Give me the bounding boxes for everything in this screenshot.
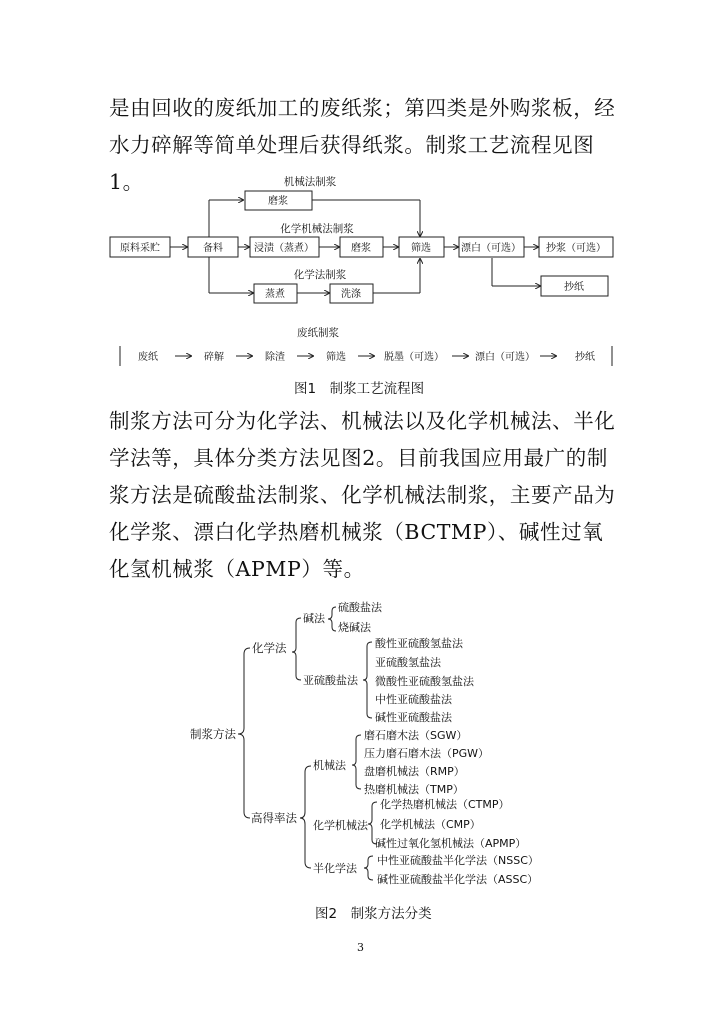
figure-2-caption: 图2 制浆方法分类 [315,906,432,922]
alkali-item-2: 烧碱法 [338,621,371,634]
paragraph-2: 制浆方法可分为化学法、机械法以及化学机械法、半化学法等，具体分类方法见图2。目前我国应用最广的制浆方法是硫酸盐法制浆、化学机械法制浆，主要产品为化学浆、漂白化学热磨机械浆（BCTMP）、碱性过氧化氢机械浆（APMP）等。 [109,409,616,581]
page-number: 3 [357,941,364,954]
label-chem-mech: 化学机械法制浆 [280,223,354,235]
tree-chemical: 化学法 [252,641,287,655]
box-grinding-label: 磨浆 [268,196,288,207]
waste-step-5: 脱墨（可选） [384,352,444,363]
box-cooking-label: 蒸煮 [265,289,285,300]
high-yield-brace [300,766,311,868]
box-screening-label: 筛选 [411,243,431,254]
chemical-brace [292,618,301,680]
box-stock-prep-label: 抄浆（可选） [546,243,606,254]
sulfite-item-3: 微酸性亚硫酸氢盐法 [375,675,474,688]
paragraph-1: 是由回收的废纸加工的废纸浆；第四类是外购浆板，经水力碎解等简单处理后获得纸浆。制浆工艺流程见图1。 [109,96,616,194]
label-mechanical: 机械法制浆 [283,176,337,188]
sulfite-item-4: 中性亚硫酸盐法 [375,693,452,706]
tree-high-yield: 高得率法 [251,811,297,825]
alkali-brace [328,607,336,631]
waste-step-6: 漂白（可选） [475,352,535,363]
tree-mechanical: 机械法 [313,759,346,772]
chem-mech-item-3: 碱性过氧化氢机械法（APMP） [375,837,527,850]
box-raw-material-label: 原料采贮 [120,243,160,254]
label-chemical: 化学法制浆 [293,269,347,281]
waste-step-1: 废纸 [138,352,158,363]
semi-chem-item-1: 中性亚硫酸盐半化学法（NSSC） [377,854,539,867]
tree-sulfite: 亚硫酸盐法 [303,674,358,687]
box-prep-label: 备料 [203,243,223,254]
mechanical-item-3: 盘磨机械法（RMP） [364,765,465,778]
alkali-item-1: 硫酸盐法 [338,601,382,614]
box-washing-label: 洗涤 [341,289,361,300]
mechanical-item-2: 压力磨石磨木法（PGW） [364,747,490,760]
semi-chem-item-2: 碱性亚硫酸盐半化学法（ASSC） [377,873,539,886]
tree-chem-mech: 化学机械法 [313,819,368,832]
sulfite-brace [363,642,372,718]
mechanical-item-4: 热磨机械法（TMP） [364,783,464,796]
sulfite-item-2: 亚硫酸氢盐法 [375,656,441,669]
sulfite-item-5: 碱性亚硫酸盐法 [375,711,452,724]
tree-root: 制浆方法 [190,727,236,741]
semi-chem-brace [364,856,373,880]
tree-alkali: 碱法 [303,612,325,625]
mechanical-item-1: 磨石磨木法（SGW） [364,729,468,742]
box-bleaching-label: 漂白（可选） [461,243,521,254]
waste-step-2: 碎解 [204,352,224,363]
label-waste: 废纸制浆 [297,327,339,339]
box-refining-label: 磨浆 [351,243,371,254]
sulfite-item-1: 酸性亚硫酸氢盐法 [375,637,463,650]
root-brace [238,648,250,818]
mechanical-brace [352,735,361,789]
waste-step-3: 除渣 [265,352,285,363]
chem-mech-item-2: 化学机械法（CMP） [380,818,481,831]
box-papermaking-label: 抄纸 [564,282,584,293]
tree-semi-chem: 半化学法 [313,862,357,875]
waste-step-7: 抄纸 [575,352,595,363]
figure-1-caption: 图1 制浆工艺流程图 [294,381,425,397]
waste-step-4: 筛选 [326,352,346,363]
chem-mech-item-1: 化学热磨机械法（CTMP） [380,798,510,811]
box-impregnation-label: 浸渍（蒸煮） [254,243,314,254]
